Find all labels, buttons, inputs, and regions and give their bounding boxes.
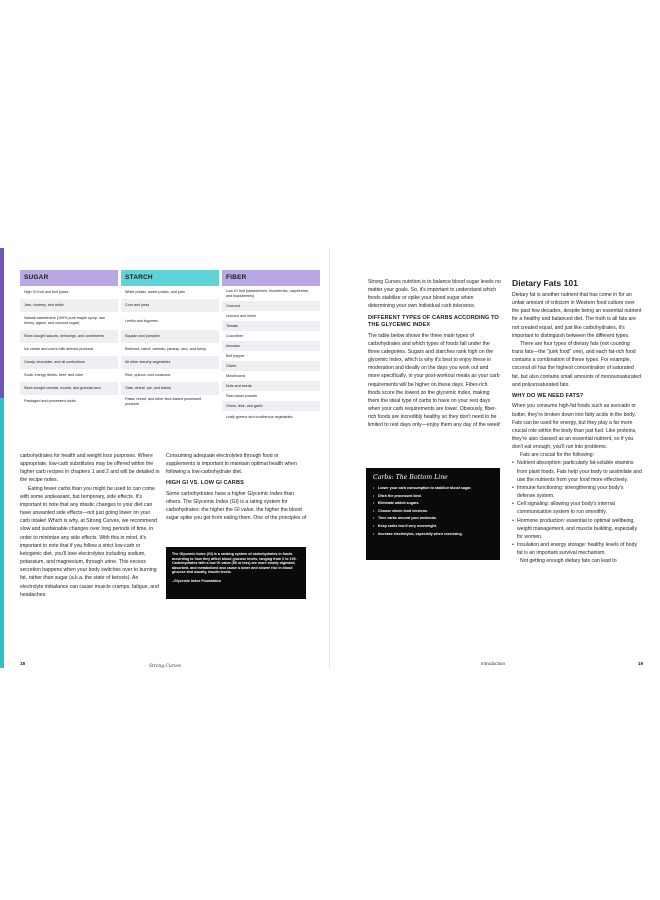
table-column-starch [121,270,219,424]
book-spine [329,248,330,668]
fats-benefits-list [512,459,642,557]
carb-types-heading: DIFFERENT TYPES OF CARBS ACCORDING TO THE GLYCEMIC INDEX [368,314,499,329]
callout-text: The Glycemic Index (GI) is a ranking system of carbohydrates in foods according to how they affect blood glucose levels, ranging from 0 to 100. Carbohydrates with a low GI value (55 or less) are more slowly digested, absorbed, and metabolized and cause a lower and slower rise in blood glucose and usually, insulin levels. [172,552,297,575]
list-item: • Immune functioning: strengthening your body's defense system. [512,484,642,500]
section-label: Introduction [481,661,506,666]
table-cell: Soda, energy drinks, beer, and cider [24,373,84,378]
paragraph: Eating fewer carbs than you might be used to can come with some unpleasant, but temporary, side effects. It's important to note that any drastic changes to your diet can have unwanted side effects—not just going lower on your carb intake! Which is why, at Strong Curves, we recommend slow and sustainable changes over long periods of time, in order to minimize any side effects. With this in mind, it's important to note that if you follow a strict low-carb or ketogenic diet, you'll lose electrolytes including sodium, potassium, and magnesium, through urine. This excess secretion happens when your body switches over to burning fat, rather than sugar (a.k.a. the state of ketosis). An electrolyte imbalance can cause muscle cramps, fatigue, and headaches. [20,485,159,598]
table-header-fiber: FIBER [222,270,320,286]
right-page-column-1 [368,278,501,430]
list-item: • Insulation and energy storage: healthy levels of body fat is an important survival mechanism. [512,541,642,557]
table-column-sugar [20,270,118,424]
table-cell: Mushrooms [226,373,246,378]
list-item: • Hormone production: essential to optimal wellbeing, weight management, and muscle building, especially for women. [512,517,642,541]
table-cell: Rice, quinoa, and couscous [125,373,171,378]
left-page-column-2 [166,452,308,523]
list-item: • Ditch the processed kind. [373,494,493,499]
table-cell: White potato, sweet potato, and yam [125,290,185,295]
bottom-line-callout [366,468,500,560]
why-fats-heading: WHY DO WE NEED FATS? [512,392,584,399]
list-item: • Keep carbs low if very overweight. [373,524,493,529]
table-cell: Onion, leek, and garlic [222,401,320,411]
table-cell: Coconut [222,301,320,311]
table-cell: Pasta, bread, and other flour-based processed products [125,397,202,406]
page-number-left: 18 [20,661,26,666]
paragraph: Strong Curves nutrition is to balance blood sugar levels no matter your goals. So, it's important to understand which foods stabilize or spike your blood sugar when determining your own individual carb tolerance. [368,279,501,310]
paragraph: There are four types of dietary fats (not counting trans fats—the "junk food" one), and each fat-rich food contains a combination of these types. For example, coconut oil has the highest concentration of saturated fat, but also contains small amounts of monounsaturated and polyunsaturated fats. [512,340,641,388]
table-cell: Ice cream and cow's milk derived products [24,347,94,352]
table-cell: High GI fruit and fruit juices [24,290,69,295]
table-cell: Candy, chocolate, and all confections [20,356,118,369]
table-cell: Lemons and limes [226,313,256,318]
paragraph: Not getting enough dietary fats can lead to [520,558,617,565]
table-cell: Jam, chutney, and relish [20,299,118,312]
table-header-starch: STARCH [121,270,219,286]
table-cell: Low GI fruit (strawberries, blueberries, raspberries, and blackberries) [226,288,309,298]
callout-title: Carbs: The Bottom Line [373,474,448,481]
list-item: • Cell signaling: allowing your body's internal communication system to run smoothly. [512,500,642,516]
table-cell: Bell pepper [226,353,245,358]
accent-bar-purple [0,248,4,398]
page-number-right: 19 [638,661,644,666]
list-item: • Choose whole food versions. [373,509,493,514]
paragraph: Some carbohydrates have a higher Glycemic Index than others. The Glycemic Index (GI) is a rating system for carbohydrates: the higher the GI value, the higher the blood sugar spike you get from eating them. One of the principles of [166,490,307,522]
list-item: • Time carbs around your workouts. [373,516,493,521]
table-cell: Natural sweeteners (100% pure maple syrup, raw honey, agave, and coconut sugar) [24,316,105,325]
table-cell: Cucumber [226,333,244,338]
left-page-column-1 [20,452,160,599]
table-cell: Oats, wheat, rye, and barley [121,382,219,395]
right-page-column-2 [512,278,642,566]
table-cell: Lentils and legumes [125,318,158,323]
table-cell: Nuts and seeds [222,381,320,391]
table-cell: Packaged and processed carbs [24,399,76,404]
table-cell: Beetroot, carrot, celeriac, parsnip, taro, and turnip [125,347,207,352]
brand-logo: Strong Curves [149,664,182,669]
gi-section-heading: HIGH GI VS. LOW GI CARBS [166,480,244,487]
paragraph: When you consume high-fat foods such as avocado or butter, they're broken down into fatty acids in the body. Fats can be used for energy, but they play a far more crucial role within the body than just fuel. Like proteins, they're also classed as an essential nutrient, so if you don't eat enough, you'll run into problems. [512,403,637,451]
table-cell: Squash and pumpkin [121,330,219,343]
table-cell: Raw cacao powder [226,393,258,398]
table-cell: Avocado [222,341,320,351]
accent-bar-teal [0,398,4,668]
table-cell: Store-bought cereals, muesli, and granola bars [20,382,118,395]
table-cell: Tomato [222,321,320,331]
carb-types-table [20,270,320,424]
table-cell: Corn and peas [121,299,219,312]
paragraph: Consuming adequate electrolytes through food or supplements is important to maintain optimal health when following a low-carbohydrate diet. [166,453,297,476]
paragraph: Fats are crucial for the following: [520,452,594,459]
list-item: • Eliminate added sugars. [373,501,493,506]
list-item: • Lower your carb consumption to stabilize blood sugar. [373,486,493,491]
fats-section-title: Dietary Fats 101 [512,278,578,288]
list-item: • Increase electrolytes, especially when exercising. [373,532,493,537]
table-column-fiber [222,270,320,424]
table-cell: Store-bought sauces, dressings, and condiments [20,330,118,343]
list-item: • Nutrient absorption: particularly fat-soluble vitamins from plant foods. Fats help your body to assimilate and use the nutrients from your food more effectively. [512,459,642,483]
paragraph: carbohydrates for health and weight loss purposes. Where appropriate, low-carb substitutes may be offered within the higher carb recipes in chapters 1 and 2 and will be detailed in the recipe notes. [20,453,160,484]
callout-source: –Glycemic Index Foundation [172,578,221,583]
table-header-sugar: SUGAR [20,270,118,286]
bottom-line-list [373,486,493,536]
table-cell: All other starchy vegetables [121,356,219,369]
glycemic-index-callout [166,547,306,599]
paragraph: Dietary fat is another nutrient that has come in for an unfair amount of criticism in Western food culture over the past few decades, despite being an essential nutrient for a healthy and balanced diet. The truth is all fats are not created equal, and just like carbohydrates, it's important to distinguish between the different types. [512,292,642,339]
paragraph: The table below shows the three main types of carbohydrates and which types of foods fall under the three categories. Sugars and starches rank high on the glycemic index, which is why it's best to enjoy these in moderation and ideally on the days you work out and more specifically, in your post-workout meals as your carb requirements will be higher on these days. Fiber-rich foods score the lowest on the glycemic index, making them the ideal type of carbs to have on your rest days when your carb requirements are lower. Obviously, fiber-rich foods are incredibly healthy so they don't need to be limited to rest days only—enjoy them any day of the week! [368,332,501,429]
table-cell: Leafy greens and cruciferous vegetables [226,415,293,420]
table-cell: Olives [222,361,320,371]
